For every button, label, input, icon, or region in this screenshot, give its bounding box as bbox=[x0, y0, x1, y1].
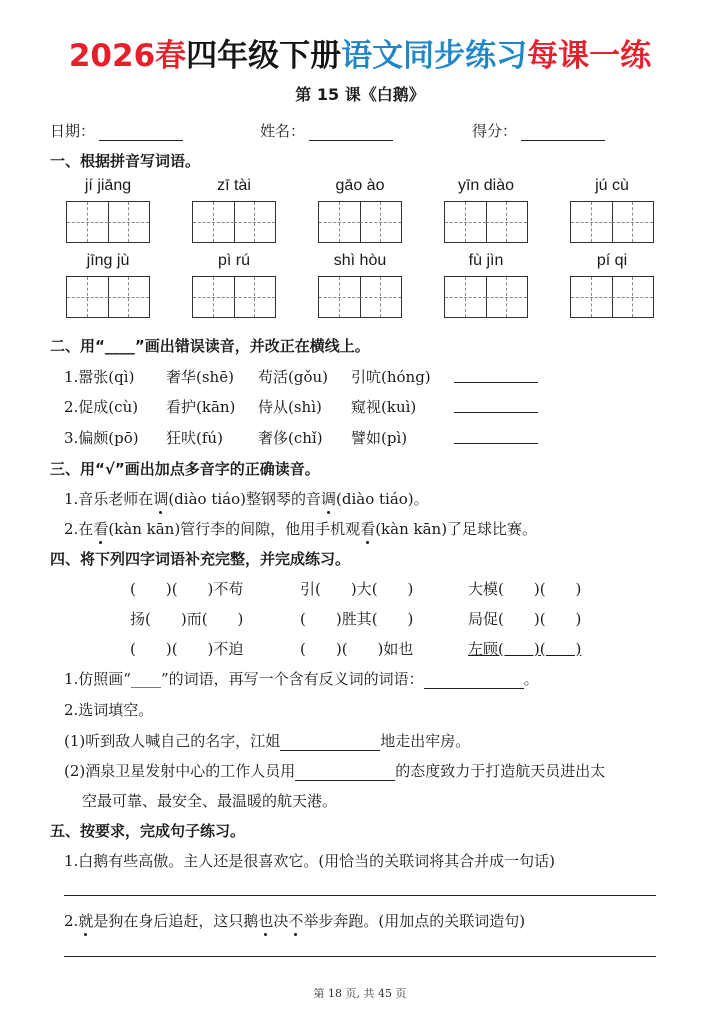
answer-blank[interactable] bbox=[280, 735, 380, 751]
title-part-2: 四年级下册 bbox=[186, 38, 342, 74]
pronunciation-item: 侍从(shì) bbox=[258, 398, 322, 416]
answer-line[interactable] bbox=[454, 382, 538, 383]
question-text: 举步奔跑。(用加点的关联词造句) bbox=[303, 912, 526, 930]
pronunciation-item: 狂吠(fú) bbox=[166, 429, 223, 447]
question-4-2-1 bbox=[64, 730, 470, 751]
pinyin-label: pì rú bbox=[217, 252, 250, 269]
pinyin-label: zī tài bbox=[217, 177, 251, 194]
writing-grid[interactable] bbox=[192, 276, 276, 318]
name-field[interactable] bbox=[260, 120, 393, 141]
question-text: 2. bbox=[64, 912, 79, 930]
title-part-3: 语文同步练习 bbox=[341, 38, 528, 74]
pinyin-label: jú cù bbox=[595, 177, 629, 194]
question-text: 。 bbox=[523, 670, 539, 688]
idiom-blank[interactable]: 局促( )( ) bbox=[468, 610, 582, 628]
idiom-blank-underlined[interactable]: 左顾( )( ) bbox=[468, 640, 582, 658]
pinyin-label: jīng jù bbox=[86, 252, 130, 269]
question-4-2-2-cont: 空最可靠、最安全、最温暖的航天港。 bbox=[82, 792, 338, 810]
question-4-2-2 bbox=[64, 760, 605, 781]
writing-grid[interactable] bbox=[570, 201, 654, 243]
pinyin-label: pí qi bbox=[596, 252, 628, 269]
section-4-heading: 四、将下列四字词语补充完整，并完成练习。 bbox=[50, 550, 351, 568]
pinyin-label: yīn diào bbox=[457, 177, 515, 194]
answer-blank[interactable] bbox=[424, 673, 524, 689]
answer-line[interactable] bbox=[454, 412, 538, 413]
writing-grid[interactable] bbox=[444, 201, 528, 243]
question-4-1 bbox=[64, 668, 539, 689]
pronunciation-item: 窥视(kuì) bbox=[351, 398, 417, 416]
page-title bbox=[0, 30, 720, 75]
dotted-char: 看 bbox=[93, 520, 109, 538]
pronunciation-item: 譬如(pì) bbox=[351, 429, 408, 447]
idiom-blank[interactable]: 引( )大( ) bbox=[300, 580, 414, 598]
question-5-2 bbox=[64, 910, 525, 931]
pronunciation-item: 引吭(hóng) bbox=[351, 368, 431, 386]
sentence-text: 2.在 bbox=[64, 520, 94, 538]
date-label: 日期： bbox=[50, 122, 96, 140]
writing-grid[interactable] bbox=[444, 276, 528, 318]
score-label: 得分： bbox=[472, 122, 518, 140]
pinyin-label: shì hòu bbox=[333, 252, 387, 269]
pinyin-label: gāo ào bbox=[335, 177, 385, 194]
polyphone-sentence-1 bbox=[64, 488, 429, 509]
pronunciation-item: 3.偏颇(pō) bbox=[64, 429, 139, 447]
idiom-blank[interactable]: ( )( )如也 bbox=[300, 640, 414, 658]
answer-line[interactable] bbox=[64, 895, 656, 896]
title-part-1: 2026春 bbox=[68, 38, 187, 74]
question-text: 的态度致力于打造航天员进出太 bbox=[395, 762, 606, 780]
name-label: 姓名： bbox=[260, 122, 306, 140]
question-text: 是狗在身后追赶，这只鹅 bbox=[93, 912, 259, 930]
idiom-blank[interactable]: ( )( )不苟 bbox=[130, 580, 244, 598]
pronunciation-item: 奢华(shē) bbox=[166, 368, 234, 386]
score-field[interactable] bbox=[472, 120, 605, 141]
writing-grid[interactable] bbox=[192, 201, 276, 243]
writing-grid[interactable] bbox=[66, 201, 150, 243]
question-text: 1.仿照画“____”的词语，再写一个含有反义词的词语： bbox=[64, 670, 424, 688]
idiom-blank[interactable]: ( )( )不迫 bbox=[130, 640, 244, 658]
writing-grid[interactable] bbox=[318, 201, 402, 243]
pinyin-label: jí jiāng bbox=[84, 177, 132, 194]
title-part-4: 每课一练 bbox=[527, 38, 652, 74]
idiom-blank[interactable]: 扬( )而( ) bbox=[130, 610, 244, 628]
sentence-text: (kàn kān)管行李的间隙，他用手机观 bbox=[108, 520, 361, 538]
answer-blank[interactable] bbox=[295, 765, 395, 781]
section-2-heading: 二、用“____”画出错误读音，并改正在横线上。 bbox=[50, 337, 370, 355]
dotted-char: 也 bbox=[258, 912, 274, 930]
pronunciation-item: 2.促成(cù) bbox=[64, 398, 139, 416]
dotted-char: 就 bbox=[78, 912, 94, 930]
answer-line[interactable] bbox=[64, 956, 656, 957]
pronunciation-item: 1.嚣张(qì) bbox=[64, 368, 135, 386]
section-1-heading: 一、根据拼音写词语。 bbox=[50, 152, 201, 170]
pronunciation-item: 看护(kān) bbox=[166, 398, 236, 416]
pronunciation-item: 苟活(gǒu) bbox=[258, 368, 328, 386]
section-5-heading: 五、按要求，完成句子练习。 bbox=[50, 822, 246, 840]
dotted-char: 调 bbox=[153, 490, 169, 508]
idiom-blank[interactable]: 大模( )( ) bbox=[468, 580, 582, 598]
info-row bbox=[50, 120, 670, 142]
sentence-text: (kàn kān)了足球比赛。 bbox=[375, 520, 538, 538]
dotted-char: 不 bbox=[288, 912, 304, 930]
pinyin-label: fù jìn bbox=[468, 252, 504, 269]
sentence-text: 1.音乐老师在 bbox=[64, 490, 154, 508]
idiom-blank[interactable]: ( )胜其( ) bbox=[300, 610, 414, 628]
pronunciation-item: 奢侈(chǐ) bbox=[258, 429, 323, 447]
answer-line[interactable] bbox=[454, 443, 538, 444]
sentence-text: (diào tiáo)整钢琴的音 bbox=[168, 490, 321, 508]
writing-grid[interactable] bbox=[66, 276, 150, 318]
question-5-1: 1.白鹅有些高傲。主人还是很喜欢它。(用恰当的关联词将其合并成一句话) bbox=[64, 852, 556, 870]
date-field[interactable] bbox=[50, 120, 183, 141]
question-text: (1)听到敌人喊自己的名字，江姐 bbox=[64, 732, 281, 750]
writing-grid[interactable] bbox=[570, 276, 654, 318]
question-text: 地走出牢房。 bbox=[380, 732, 471, 750]
question-4-2: 2.选词填空。 bbox=[64, 701, 154, 719]
polyphone-sentence-2 bbox=[64, 518, 537, 539]
sentence-text: (diào tiáo)。 bbox=[336, 490, 429, 508]
lesson-title: 第 15 课《白鹅》 bbox=[295, 85, 425, 104]
page-number: 第 18 页, 共 45 页 bbox=[313, 987, 407, 1000]
question-text: (2)酒泉卫星发射中心的工作人员用 bbox=[64, 762, 296, 780]
writing-grid[interactable] bbox=[318, 276, 402, 318]
section-3-heading: 三、用“√”画出加点多音字的正确读音。 bbox=[50, 460, 320, 478]
dotted-char: 调 bbox=[320, 490, 336, 508]
question-text: 决 bbox=[273, 912, 289, 930]
dotted-char: 看 bbox=[360, 520, 376, 538]
